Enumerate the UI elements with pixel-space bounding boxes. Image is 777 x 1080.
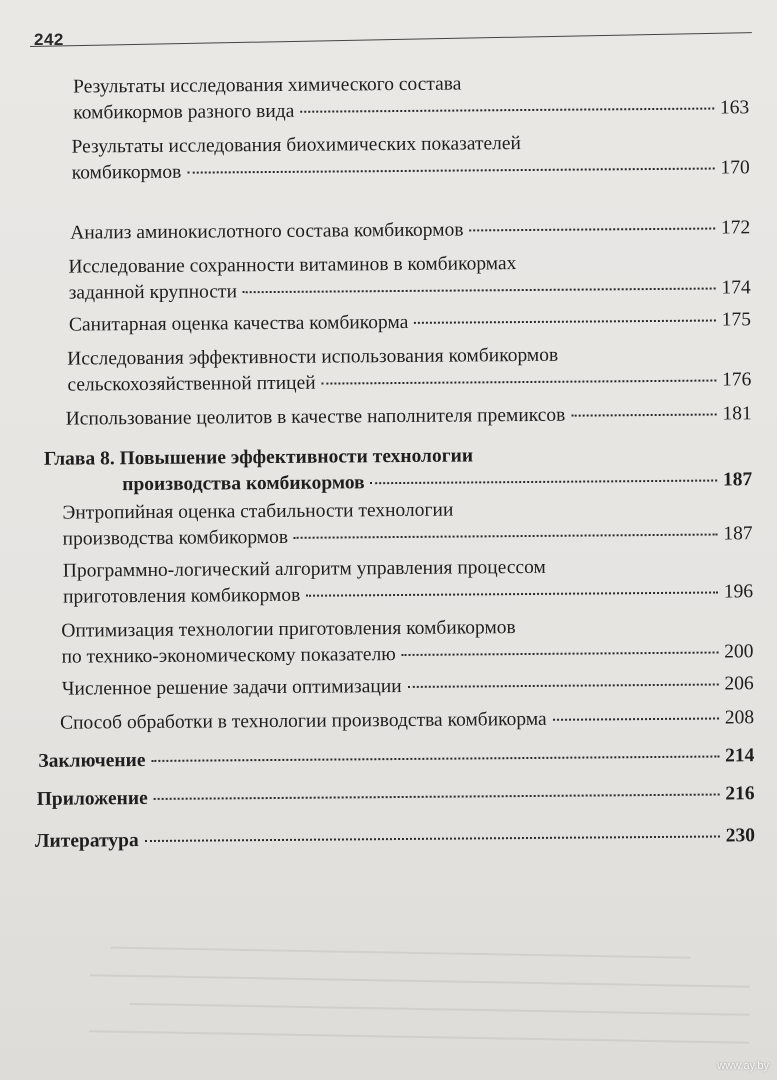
toc-entry-title: Исследования эффективности использования комбикормов <box>67 344 559 370</box>
dot-leader <box>187 168 714 174</box>
toc-entry-page: 200 <box>724 641 754 663</box>
toc-entry-page: 176 <box>722 369 752 391</box>
toc-section-entry <box>35 823 755 855</box>
dot-leader <box>152 756 720 762</box>
toc-entry-page: 170 <box>720 157 750 179</box>
toc-entry-page: 175 <box>721 309 751 331</box>
toc-entry-title: Результаты исследования химического состава <box>72 73 462 98</box>
toc-entry-title-cont: сельскохозяйственной птицей <box>67 372 316 396</box>
dot-leader <box>553 718 719 721</box>
toc-entry-title-cont: комбикормов <box>71 161 182 184</box>
toc-entry-title: Санитарная оценка качества комбикорма <box>68 311 409 336</box>
toc-entry-title: Энтропийная оценка стабильности технологии <box>62 499 454 524</box>
dot-leader <box>322 380 717 385</box>
toc-entry-title-cont: комбикормов разного вида <box>73 100 295 124</box>
dot-leader <box>154 794 720 800</box>
toc-entry-page: 208 <box>724 707 755 729</box>
toc-entry-title: Использование цеолитов в качестве наполнителя премиксов <box>65 404 566 430</box>
toc-entry-page: 216 <box>725 783 755 805</box>
chapter-title: Глава 8. Повышение эффективности технологии <box>43 445 474 470</box>
dot-leader <box>402 652 718 656</box>
section-title: Заключение <box>38 750 146 772</box>
chapter-title-cont: производства комбикормов <box>122 472 365 496</box>
toc-section-entry <box>38 743 754 775</box>
toc-entry-page: 163 <box>719 97 750 119</box>
toc-entry-title: Численное решение задачи оптимизации <box>61 675 402 700</box>
dot-leader <box>470 228 715 232</box>
toc-entry <box>62 495 752 552</box>
toc-entry <box>73 69 749 126</box>
toc-entry-page: 172 <box>720 217 751 239</box>
toc-entry-title: Способ обработки в технологии производства комбикорма <box>59 708 547 734</box>
section-title: Приложение <box>36 787 148 810</box>
toc-entry-title: Программно-логический алгоритм управления процессом <box>62 556 546 582</box>
toc-entry <box>71 129 749 186</box>
toc-entry-page: 187 <box>723 523 753 545</box>
toc-section-entry <box>37 781 755 813</box>
toc-chapter-entry <box>44 441 752 499</box>
toc-entry-page: 206 <box>724 673 754 695</box>
toc-entry <box>67 341 751 398</box>
toc-entry-page: 214 <box>725 745 755 767</box>
toc-entry <box>66 401 752 432</box>
dot-leader <box>294 534 717 539</box>
dot-leader <box>243 288 715 294</box>
toc-entry-title: Результаты исследования биохимических показателей <box>71 133 522 158</box>
toc-entry <box>63 553 753 610</box>
toc-entry-title: Анализ аминокислотного состава комбикормов <box>70 219 464 244</box>
dot-leader <box>145 836 720 843</box>
toc-entry <box>60 705 754 736</box>
toc-entry <box>69 307 751 338</box>
toc-entry-title-cont: заданной крупности <box>68 281 238 304</box>
section-title: Литература <box>34 830 139 852</box>
bleed-through <box>89 894 752 1065</box>
toc-entry-title-cont: приготовления комбикормов <box>62 584 301 608</box>
toc-entry-title: Исследование сохранности витаминов в комбикормах <box>68 253 517 278</box>
toc-entry <box>68 249 750 306</box>
toc-entry-title-cont: по технико-экономическому показателю <box>61 644 396 668</box>
header-rule <box>30 32 752 47</box>
toc-entry-page: 230 <box>725 825 756 847</box>
dot-leader <box>571 414 716 417</box>
dot-leader <box>414 320 715 324</box>
watermark: www.ay.by <box>717 1060 769 1072</box>
toc-entry-page: 187 <box>722 469 753 491</box>
toc-entry-page: 174 <box>721 277 751 299</box>
dot-leader <box>408 684 719 688</box>
dot-leader <box>371 480 717 485</box>
toc-entry-title-cont: производства комбикормов <box>62 526 289 550</box>
dot-leader <box>300 108 714 113</box>
toc-entry <box>62 671 754 702</box>
toc-entry-page: 181 <box>722 403 752 425</box>
toc-entry <box>70 215 750 246</box>
toc-entry <box>61 613 753 670</box>
toc-entry-title: Оптимизация технологии приготовления комбикормов <box>61 617 516 642</box>
dot-leader <box>306 592 718 597</box>
toc-entry-page: 196 <box>723 581 754 603</box>
page-number: 242 <box>34 30 64 49</box>
